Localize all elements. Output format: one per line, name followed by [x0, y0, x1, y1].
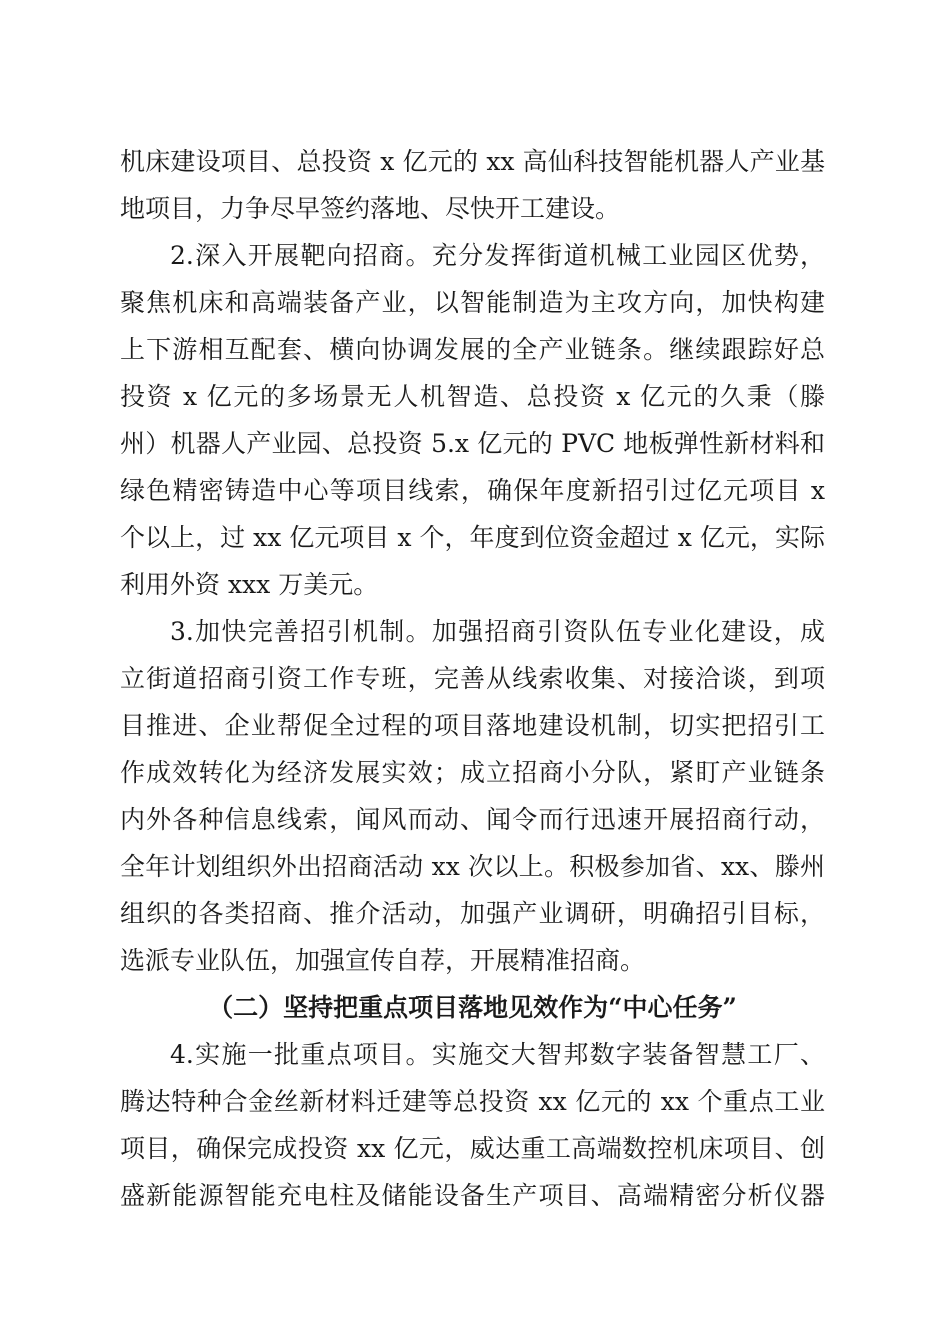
paragraph-line: 绿色精密铸造中心等项目线索，确保年度新招引过亿元项目 x — [120, 476, 825, 505]
paragraph-line: 4.实施一批重点项目。实施交大智邦数字装备智慧工厂、 — [170, 1040, 825, 1069]
paragraph-line: 机床建设项目、总投资 x 亿元的 xx 高仙科技智能机器人产业基 — [120, 147, 825, 176]
paragraph-line: 投资 x 亿元的多场景无人机智造、总投资 x 亿元的久秉（滕 — [120, 382, 825, 411]
paragraph-line: 地项目，力争尽早签约落地、尽快开工建设。 — [120, 194, 621, 223]
paragraph-line: 州）机器人产业园、总投资 5.x 亿元的 PVC 地板弹性新材料和 — [120, 429, 825, 458]
paragraph-line: 利用外资 xxx 万美元。 — [120, 570, 379, 599]
paragraph-line: 项目，确保完成投资 xx 亿元，威达重工高端数控机床项目、创 — [120, 1134, 825, 1163]
paragraph-line: 腾达特种合金丝新材料迁建等总投资 xx 亿元的 xx 个重点工业 — [120, 1087, 825, 1116]
paragraph-line: 3.加快完善招引机制。加强招商引资队伍专业化建设，成 — [170, 617, 825, 646]
paragraph-line: 上下游相互配套、横向协调发展的全产业链条。继续跟踪好总 — [120, 335, 825, 364]
paragraph-line: 2.深入开展靶向招商。充分发挥街道机械工业园区优势， — [170, 241, 825, 270]
paragraph-line: 全年计划组织外出招商活动 xx 次以上。积极参加省、xx、滕州 — [120, 852, 825, 881]
paragraph-line: 个以上，过 xx 亿元项目 x 个，年度到位资金超过 x 亿元，实际 — [120, 523, 825, 552]
paragraph-line: 盛新能源智能充电柱及储能设备生产项目、高端精密分析仪器 — [120, 1181, 825, 1210]
paragraph-line: 作成效转化为经济发展实效；成立招商小分队，紧盯产业链条 — [120, 758, 825, 787]
paragraph-line: 立街道招商引资工作专班，完善从线索收集、对接洽谈，到项 — [120, 664, 825, 693]
paragraph-line: 选派专业队伍，加强宣传自荐，开展精准招商。 — [120, 946, 646, 975]
paragraph-line: 组织的各类招商、推介活动，加强产业调研，明确招引目标， — [120, 899, 825, 928]
paragraph-line: 聚焦机床和高端装备产业，以智能制造为主攻方向，加快构建 — [120, 288, 825, 317]
section-heading: （二）坚持把重点项目落地见效作为“中心任务” — [208, 993, 737, 1022]
paragraph-line: 目推进、企业帮促全过程的项目落地建设机制，切实把招引工 — [120, 711, 825, 740]
paragraph-line: 内外各种信息线索，闻风而动、闻令而行迅速开展招商行动， — [120, 805, 825, 834]
